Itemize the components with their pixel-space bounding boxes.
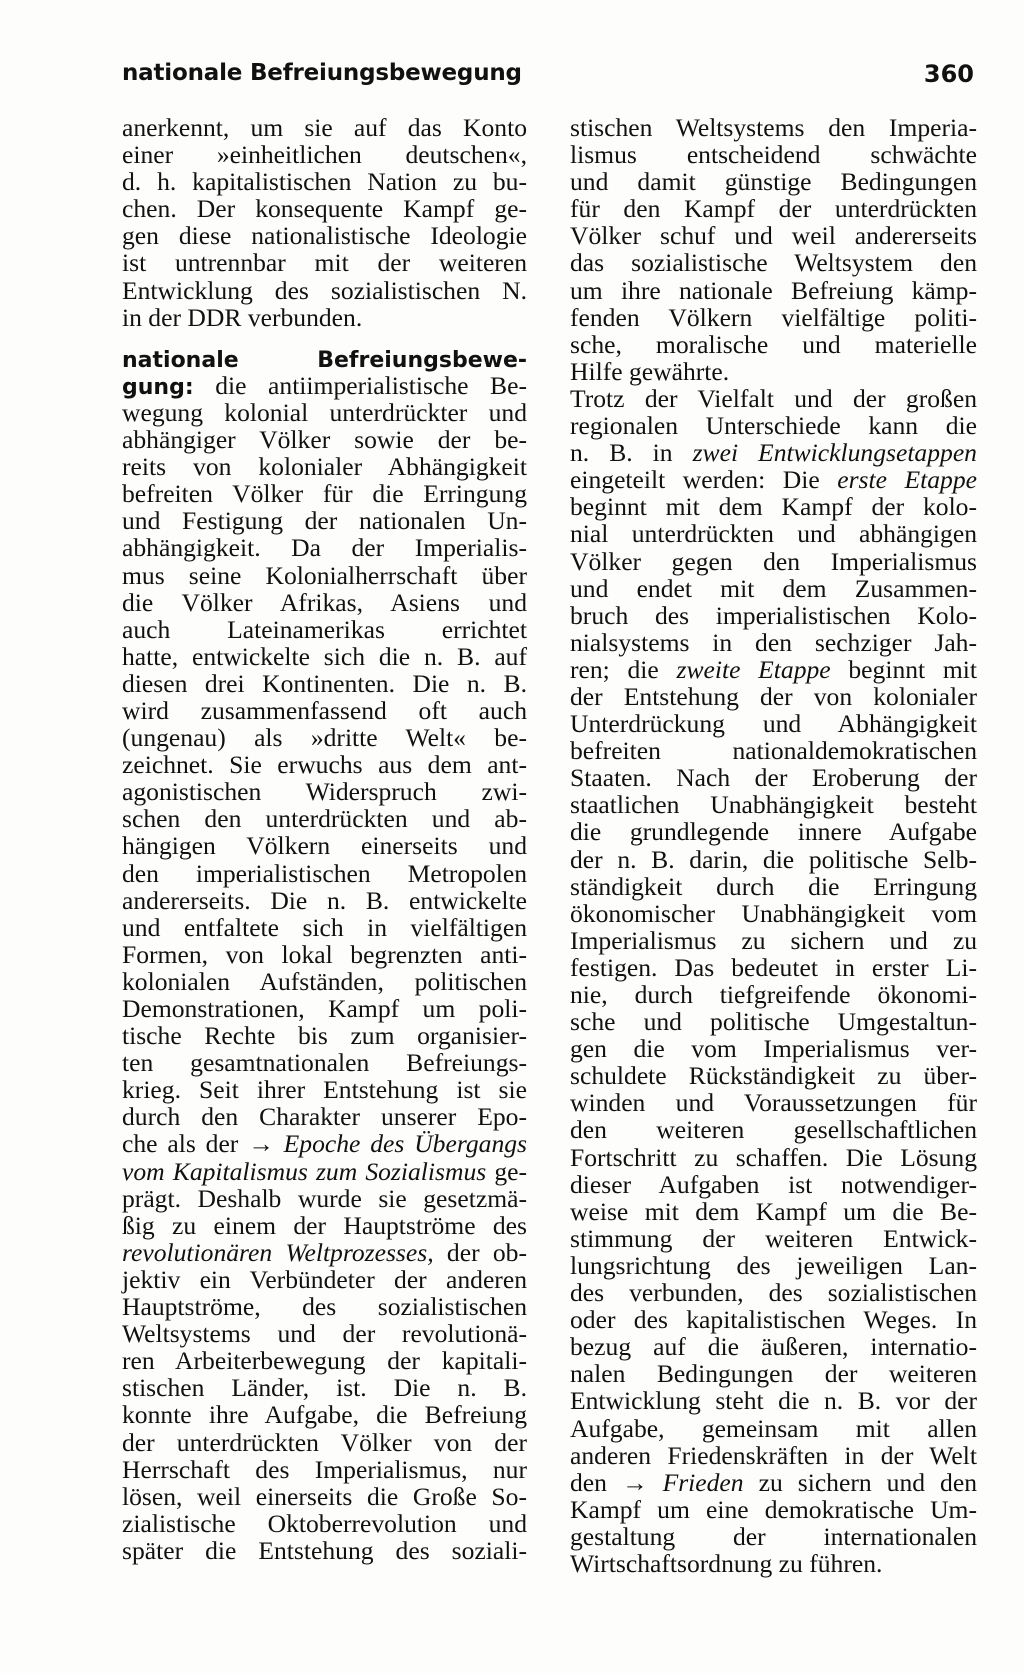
text-line: Hauptströme, des sozialistischen bbox=[122, 1292, 527, 1322]
text-fragment: ren; die bbox=[570, 654, 677, 684]
text-line: (ungenau) als »dritte Welt« be- bbox=[122, 723, 527, 753]
text-line: und Festigung der nationalen Un- bbox=[122, 506, 527, 536]
text-line: Entwicklung steht die n. B. vor der bbox=[570, 1386, 977, 1416]
text-line: ständigkeit durch die Erringung bbox=[570, 871, 977, 901]
cross-reference-peace[interactable]: Frieden bbox=[647, 1467, 744, 1497]
text-line bbox=[570, 466, 977, 493]
cross-reference-epoch-cont[interactable]: vom Kapitalismus zum Sozialismus bbox=[122, 1156, 487, 1186]
text-line: wird zusammenfassend oft auch bbox=[122, 695, 527, 725]
text-line: und entfaltete sich in vielfältigen bbox=[122, 912, 527, 942]
text-line: den imperialistischen Metropolen bbox=[122, 858, 527, 888]
right-column bbox=[570, 114, 977, 1577]
entry-nationale-befreiungsbewegung bbox=[122, 345, 527, 1564]
text-line: um ihre nationale Befreiung kämp- bbox=[570, 275, 977, 305]
text-fragment: eingeteilt werden: Die bbox=[570, 465, 838, 495]
text-line: fenden Völkern vielfältige politi- bbox=[570, 302, 977, 332]
text-line: Staaten. Nach der Eroberung der bbox=[570, 763, 977, 793]
text-line: einer »einheitlichen deutschen«, bbox=[122, 140, 527, 170]
arrow-icon: → bbox=[248, 1129, 274, 1159]
text-line: gestaltung der internationalen bbox=[570, 1521, 977, 1551]
text-line bbox=[122, 372, 527, 399]
text-line: sche, moralische und materielle bbox=[570, 329, 977, 359]
text-line: d. h. kapitalistischen Nation zu bu- bbox=[122, 167, 527, 197]
text-line: und damit günstige Bedingungen bbox=[570, 167, 977, 197]
text-line: Entwicklung des sozialistischen N. bbox=[122, 275, 527, 305]
text-fragment: beginnt mit bbox=[830, 654, 977, 684]
text-line: durch den Charakter unserer Epo- bbox=[122, 1102, 527, 1132]
text-line: Völker gegen den Imperialismus bbox=[570, 546, 977, 576]
text-line: in der DDR verbunden. bbox=[122, 302, 363, 332]
text-line: schen den unterdrückten und ab- bbox=[122, 804, 527, 834]
text-line: andererseits. Die n. B. entwickelte bbox=[122, 885, 527, 915]
text-line bbox=[122, 1158, 527, 1185]
text-line: Imperialismus zu sichern und zu bbox=[570, 925, 977, 955]
text-line: ßig zu einem der Hauptströme des bbox=[122, 1210, 527, 1240]
entry-spacer bbox=[122, 331, 527, 345]
text-line: zeichnet. Sie erwuchs aus dem ant- bbox=[122, 750, 527, 780]
text-line: nie, durch tiefgreifende ökonomi- bbox=[570, 980, 977, 1009]
text-line: stischen Weltsystems den Imperia- bbox=[570, 113, 977, 142]
text-line: stimmung der weiteren Entwick- bbox=[570, 1223, 977, 1253]
text-line: konnte ihre Aufgabe, die Befreiung bbox=[122, 1400, 527, 1430]
text-line: staatlichen Unabhängigkeit besteht bbox=[570, 790, 977, 820]
text-line: und endet mit dem Zusammen- bbox=[570, 573, 977, 603]
text-line: der unterdrückten Völker von der bbox=[122, 1427, 527, 1457]
text-line bbox=[122, 1239, 527, 1266]
text-line: der n. B. darin, die politische Selb- bbox=[570, 844, 977, 874]
text-line: hatte, entwickelte sich die n. B. auf bbox=[122, 641, 527, 671]
text-line: Aufgabe, gemeinsam mit allen bbox=[570, 1413, 977, 1443]
text-line: Wirtschaftsordnung zu führen. bbox=[570, 1548, 883, 1578]
text-line: nial unterdrückten und abhängigen bbox=[570, 519, 977, 549]
text-line: weise mit dem Kampf um die Be- bbox=[570, 1196, 977, 1226]
text-line: anerkennt, um sie auf das Konto bbox=[122, 113, 527, 142]
text-line: die grundlegende innere Aufgabe bbox=[570, 817, 977, 847]
text-line: des verbunden, des sozialistischen bbox=[570, 1278, 977, 1308]
text-line: prägt. Deshalb wurde sie gesetzmä- bbox=[122, 1183, 527, 1213]
text-line: schuldete Rückständigkeit zu über- bbox=[570, 1061, 977, 1091]
running-head: nationale Befreiungsbewegung bbox=[122, 60, 522, 86]
emphasis-revolutionary-process: revolutionären Weltprozesses, bbox=[122, 1237, 434, 1267]
text-line: lungsrichtung des jeweiligen Lan- bbox=[570, 1250, 977, 1280]
text-line: krieg. Seit ihrer Entstehung ist sie bbox=[122, 1075, 527, 1105]
text-line: sche und politische Umgestaltun- bbox=[570, 1007, 977, 1037]
text-line: regionalen Unterschiede kann die bbox=[570, 411, 977, 441]
text-line: ökonomischer Unabhängigkeit vom bbox=[570, 898, 977, 928]
emphasis-first-stage: erste Etappe bbox=[837, 465, 977, 495]
text-line: chen. Der konsequente Kampf ge- bbox=[122, 194, 527, 224]
text-line: stischen Länder, ist. Die n. B. bbox=[122, 1373, 527, 1403]
previous-entry-continuation bbox=[122, 114, 527, 331]
text-line bbox=[570, 1469, 977, 1496]
text-fragment: die antiimperialistische Be- bbox=[193, 370, 527, 400]
emphasis-second-stage: zweite Etappe bbox=[676, 654, 831, 684]
text-line: ist untrennbar mit der weiteren bbox=[122, 248, 527, 278]
text-fragment: ge- bbox=[486, 1156, 528, 1186]
text-line: bruch des imperialistischen Kolo- bbox=[570, 600, 977, 630]
text-line: gen diese nationalistische Ideologie bbox=[122, 221, 527, 251]
text-line: jektiv ein Verbündeter der anderen bbox=[122, 1264, 527, 1294]
text-line: Demonstrationen, Kampf um poli- bbox=[122, 994, 527, 1023]
text-line: Hilfe gewährte. bbox=[570, 356, 730, 386]
text-fragment: der ob- bbox=[433, 1237, 527, 1267]
text-line: abhängiger Völker sowie der be- bbox=[122, 425, 527, 455]
text-line: Kampf um eine demokratische Um- bbox=[570, 1494, 977, 1524]
entry-headword-end: gung: bbox=[122, 374, 194, 400]
text-line: hängigen Völkern einerseits und bbox=[122, 831, 527, 861]
left-column bbox=[122, 114, 527, 1564]
text-line: Völker schuf und weil andererseits bbox=[570, 221, 977, 251]
text-line: mus seine Kolonialherrschaft über bbox=[122, 560, 527, 590]
text-line: ten gesamtnationalen Befreiungs- bbox=[122, 1048, 527, 1078]
text-fragment: den bbox=[570, 1467, 622, 1497]
text-line: wegung kolonial unterdrückter und bbox=[122, 397, 527, 427]
text-line: kolonialen Aufständen, politischen bbox=[122, 966, 527, 996]
text-line: agonistischen Widerspruch zwi- bbox=[122, 777, 527, 807]
cross-reference-epoch[interactable]: Epoche des Übergangs bbox=[273, 1129, 527, 1159]
text-line: beginnt mit dem Kampf der kolo- bbox=[570, 492, 977, 522]
text-line: anderen Friedenskräften in der Welt bbox=[570, 1440, 977, 1470]
text-line: Weltsystems und der revolutionä- bbox=[122, 1319, 527, 1349]
emphasis-two-stages: zwei Entwicklungsetappen bbox=[692, 438, 977, 468]
entry-headword-line bbox=[122, 345, 527, 372]
text-fragment: che als der bbox=[122, 1129, 249, 1159]
text-line: zialistische Oktoberrevolution und bbox=[122, 1508, 527, 1538]
text-line: Formen, von lokal begrenzten anti- bbox=[122, 939, 527, 969]
text-line: das sozialistische Weltsystem den bbox=[570, 248, 977, 278]
text-line: tische Rechte bis zum organisier- bbox=[122, 1021, 527, 1051]
text-line: später die Entstehung des soziali- bbox=[122, 1535, 527, 1565]
page-number: 360 bbox=[923, 60, 974, 88]
text-line: Fortschritt zu schaffen. Die Lösung bbox=[570, 1142, 977, 1172]
text-line bbox=[122, 1130, 527, 1157]
text-line: Unterdrückung und Abhängigkeit bbox=[570, 709, 977, 739]
text-line: Herrschaft des Imperialismus, nur bbox=[122, 1454, 527, 1484]
text-fragment: zu sichern und den bbox=[743, 1467, 978, 1497]
text-line: Trotz der Vielfalt und der großen bbox=[570, 383, 977, 413]
text-line bbox=[570, 656, 977, 683]
text-line: die Völker Afrikas, Asiens und bbox=[122, 587, 527, 617]
text-line bbox=[570, 439, 977, 466]
text-line: der Entstehung der von kolonialer bbox=[570, 681, 977, 711]
text-line: befreiten nationaldemokratischen bbox=[570, 736, 977, 766]
text-line: winden und Voraussetzungen für bbox=[570, 1088, 977, 1118]
text-fragment: n. B. in bbox=[570, 438, 693, 468]
text-line: reits von kolonialer Abhängigkeit bbox=[122, 452, 527, 482]
text-line: auch Lateinamerikas errichtet bbox=[122, 614, 527, 644]
text-line: lismus entscheidend schwächte bbox=[570, 140, 977, 170]
text-line: nalen Bedingungen der weiteren bbox=[570, 1359, 977, 1389]
arrow-icon: → bbox=[621, 1467, 648, 1497]
text-line: festigen. Das bedeutet in erster Li- bbox=[570, 952, 977, 982]
text-line: diesen drei Kontinenten. Die n. B. bbox=[122, 668, 527, 698]
text-line: gen die vom Imperialismus ver- bbox=[570, 1034, 977, 1064]
text-line: dieser Aufgaben ist notwendiger- bbox=[570, 1169, 977, 1199]
text-line: abhängigkeit. Da der Imperialis- bbox=[122, 533, 527, 563]
text-line: ren Arbeiterbewegung der kapitali- bbox=[122, 1346, 527, 1376]
text-line: oder des kapitalistischen Weges. In bbox=[570, 1305, 977, 1335]
text-line: den weiteren gesellschaftlichen bbox=[570, 1115, 977, 1145]
text-line: lösen, weil einerseits die Große So- bbox=[122, 1481, 527, 1511]
text-line: befreiten Völker für die Erringung bbox=[122, 479, 527, 509]
text-line: bezug auf die äußeren, internatio- bbox=[570, 1332, 977, 1362]
text-line: für den Kampf der unterdrückten bbox=[570, 194, 977, 224]
text-line: nialsystems in den sechziger Jah- bbox=[570, 627, 977, 657]
entry-headword: nationale Befreiungsbewe- bbox=[122, 347, 527, 373]
